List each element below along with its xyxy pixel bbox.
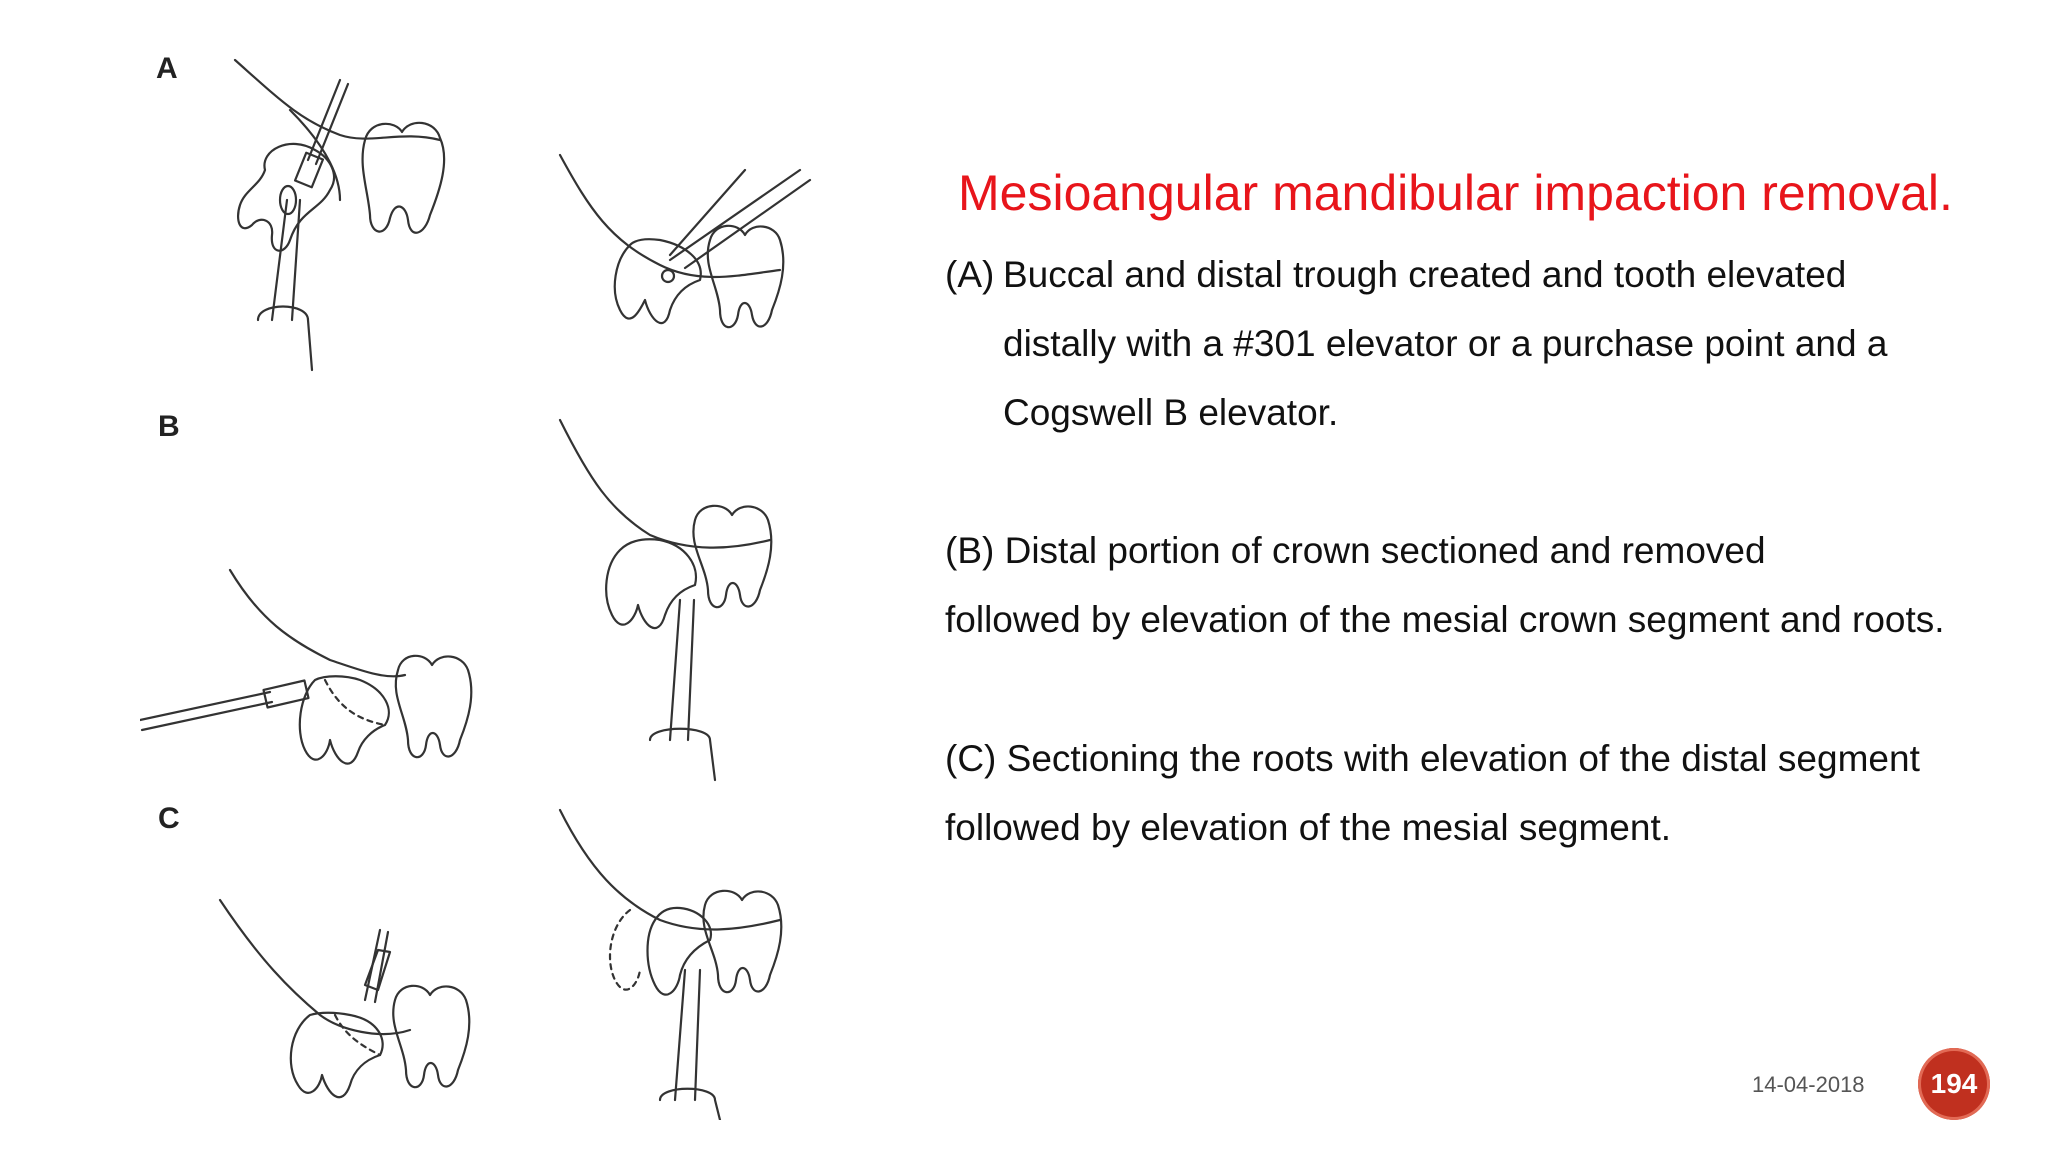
paragraph-a-line-1: Buccal and distal trough created and tooth elevated (1003, 254, 1847, 295)
panel-b-left-drawing (140, 570, 471, 764)
panel-label-b: B (158, 410, 180, 443)
paragraph-a-line-2: distally with a #301 elevator or a purchase point and a (1003, 323, 1888, 364)
tooth-extraction-illustration (140, 40, 900, 1120)
page-number-badge: 194 (1918, 1048, 1990, 1120)
slide-date: 14-04-2018 (1752, 1072, 1865, 1097)
panel-label-c: C (158, 802, 180, 835)
paragraph-c-line-2: followed by elevation of the mesial segment. (945, 807, 1672, 848)
slide-title: Mesioangular mandibular impaction removal. (958, 165, 1953, 221)
panel-label-a: A (156, 52, 178, 85)
panel-c-left-drawing (220, 900, 469, 1097)
paragraph-a-line-3: Cogswell B elevator. (1003, 392, 1339, 433)
paragraph-c-line-1: (C) Sectioning the roots with elevation of the distal segment (945, 738, 1920, 779)
paragraph-b-line-1: (B) Distal portion of crown sectioned and removed (945, 530, 1766, 571)
paragraph-c (945, 724, 1920, 862)
paragraph-b-line-2: followed by elevation of the mesial crown segment and roots. (945, 599, 1945, 640)
panel-a-right-drawing (560, 155, 810, 327)
panel-c-right-drawing (560, 810, 781, 1120)
paragraph-a-prefix: (A) (945, 254, 995, 295)
panel-a-left-drawing (235, 60, 444, 370)
panel-b-right-drawing (560, 420, 771, 780)
paragraph-b (945, 516, 1945, 654)
